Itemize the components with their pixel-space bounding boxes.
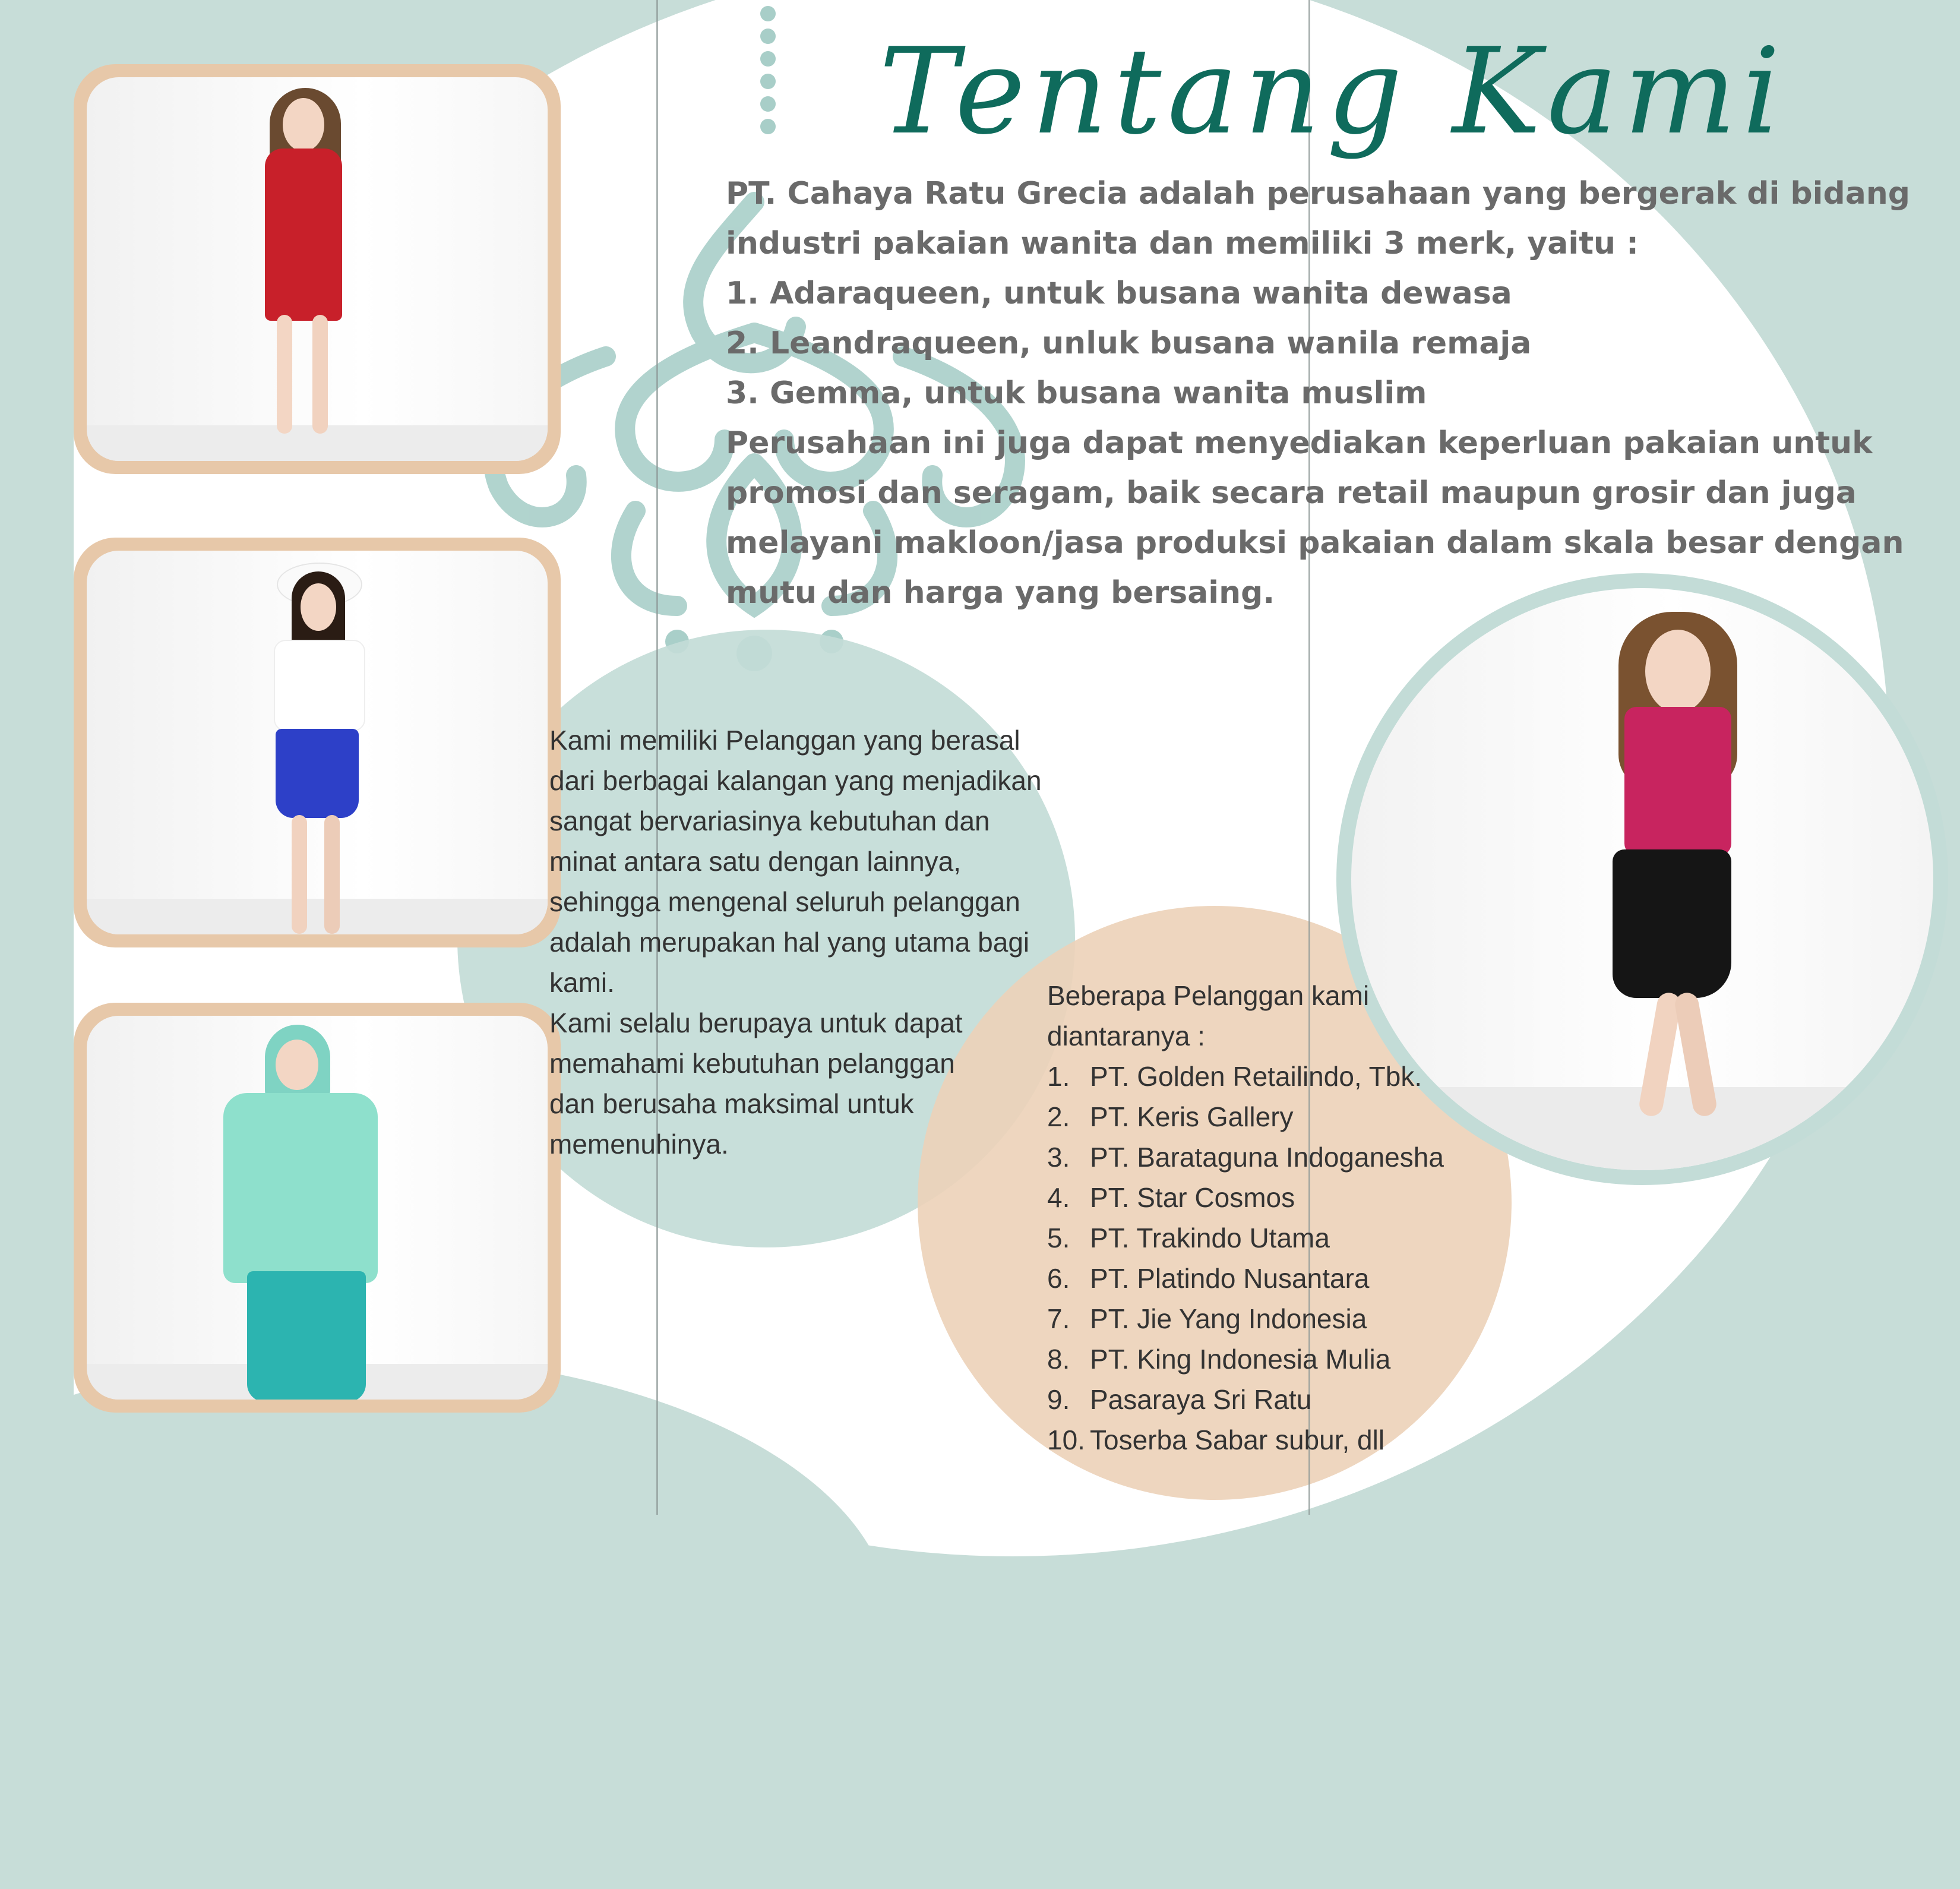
list-item bbox=[1047, 1218, 1582, 1258]
intro-line: melayani makloon/jasa produksi pakaian dalam skala besar dengan bbox=[726, 525, 1904, 561]
list-number: 5. bbox=[1047, 1223, 1070, 1253]
customers-line: adalah merupakan hal yang utama bagi bbox=[549, 927, 1030, 958]
customers-text bbox=[549, 720, 1072, 1164]
list-item bbox=[1047, 1097, 1582, 1137]
customers-line: Kami memiliki Pelanggan yang berasal bbox=[549, 725, 1020, 756]
intro-line: mutu dan harga yang bersaing. bbox=[726, 575, 1275, 611]
customers-line: minat antara satu dengan lainnya, bbox=[549, 846, 962, 877]
photo-red-dress bbox=[87, 77, 548, 461]
teal-band-left bbox=[0, 0, 74, 1515]
list-item bbox=[1047, 1137, 1582, 1177]
page-title: Tentang Kami bbox=[879, 23, 1787, 161]
intro-line: promosi dan seragam, baik secara retail maupun grosir dan juga bbox=[726, 475, 1857, 511]
list-number: 7. bbox=[1047, 1303, 1070, 1334]
intro-line: industri pakaian wanita dan memiliki 3 merk, yaitu : bbox=[726, 226, 1639, 261]
chain-ornament bbox=[760, 0, 778, 154]
customer-list-heading: diantaranya : bbox=[1047, 1021, 1205, 1051]
list-number: 2. bbox=[1047, 1101, 1070, 1132]
intro-line: PT. Cahaya Ratu Grecia adalah perusahaan yang bergerak di bidang bbox=[726, 176, 1911, 211]
list-label: PT. King Indonesia Mulia bbox=[1090, 1344, 1391, 1375]
list-label: PT. Barataguna Indoganesha bbox=[1090, 1142, 1444, 1173]
customers-line: Kami selalu berupaya untuk dapat bbox=[549, 1007, 963, 1038]
photo-blue-skirt bbox=[87, 551, 548, 934]
customers-line: dan berusaha maksimal untuk bbox=[549, 1088, 914, 1119]
customers-line: sehingga mengenal seluruh pelanggan bbox=[549, 886, 1020, 917]
customers-line: memenuhinya. bbox=[549, 1129, 729, 1160]
model-face bbox=[1645, 630, 1711, 713]
list-number: 4. bbox=[1047, 1182, 1070, 1213]
list-item bbox=[1047, 1177, 1582, 1218]
photo-frame-3 bbox=[74, 1003, 561, 1413]
customers-line: memahami kebutuhan pelanggan bbox=[549, 1048, 955, 1079]
list-label: PT. Trakindo Utama bbox=[1090, 1223, 1330, 1253]
list-label: PT. Star Cosmos bbox=[1090, 1182, 1295, 1213]
customers-line: sangat bervariasinya kebutuhan dan bbox=[549, 805, 990, 836]
list-label: Pasaraya Sri Ratu bbox=[1090, 1384, 1312, 1415]
customer-list bbox=[1047, 975, 1582, 1460]
intro-text bbox=[726, 169, 1911, 618]
photo-hijab bbox=[87, 1016, 548, 1400]
customers-line: dari berbagai kalangan yang menjadikan bbox=[549, 765, 1042, 796]
list-item bbox=[1047, 1299, 1582, 1339]
list-item bbox=[1047, 1056, 1582, 1097]
pink-lace-top bbox=[1624, 707, 1731, 855]
list-item bbox=[1047, 1258, 1582, 1299]
photo-frame-2 bbox=[74, 538, 561, 947]
intro-line: Perusahaan ini juga dapat menyediakan keperluan pakaian untuk bbox=[726, 425, 1873, 461]
list-item bbox=[1047, 1420, 1582, 1460]
intro-line: 2. Leandraqueen, unluk busana wanila remaja bbox=[726, 326, 1532, 361]
intro-line: 1. Adaraqueen, untuk busana wanita dewasa bbox=[726, 276, 1512, 311]
list-label: Toserba Sabar subur, dll bbox=[1090, 1424, 1385, 1455]
list-number: 10. bbox=[1047, 1424, 1085, 1455]
list-number: 1. bbox=[1047, 1061, 1070, 1092]
photo-frame-1 bbox=[74, 64, 561, 474]
list-label: PT. Jie Yang Indonesia bbox=[1090, 1303, 1367, 1334]
list-number: 6. bbox=[1047, 1263, 1070, 1294]
list-label: PT. Platindo Nusantara bbox=[1090, 1263, 1370, 1294]
intro-line: 3. Gemma, untuk busana wanita muslim bbox=[726, 375, 1427, 411]
customers-line: kami. bbox=[549, 967, 615, 998]
customer-list-heading: Beberapa Pelanggan kami bbox=[1047, 980, 1370, 1011]
list-label: PT. Golden Retailindo, Tbk. bbox=[1090, 1061, 1422, 1092]
list-label: PT. Keris Gallery bbox=[1090, 1101, 1294, 1132]
list-number: 3. bbox=[1047, 1142, 1070, 1173]
list-item bbox=[1047, 1379, 1582, 1420]
black-skirt bbox=[1613, 849, 1731, 998]
list-number: 9. bbox=[1047, 1384, 1070, 1415]
list-number: 8. bbox=[1047, 1344, 1070, 1375]
list-item bbox=[1047, 1339, 1582, 1379]
